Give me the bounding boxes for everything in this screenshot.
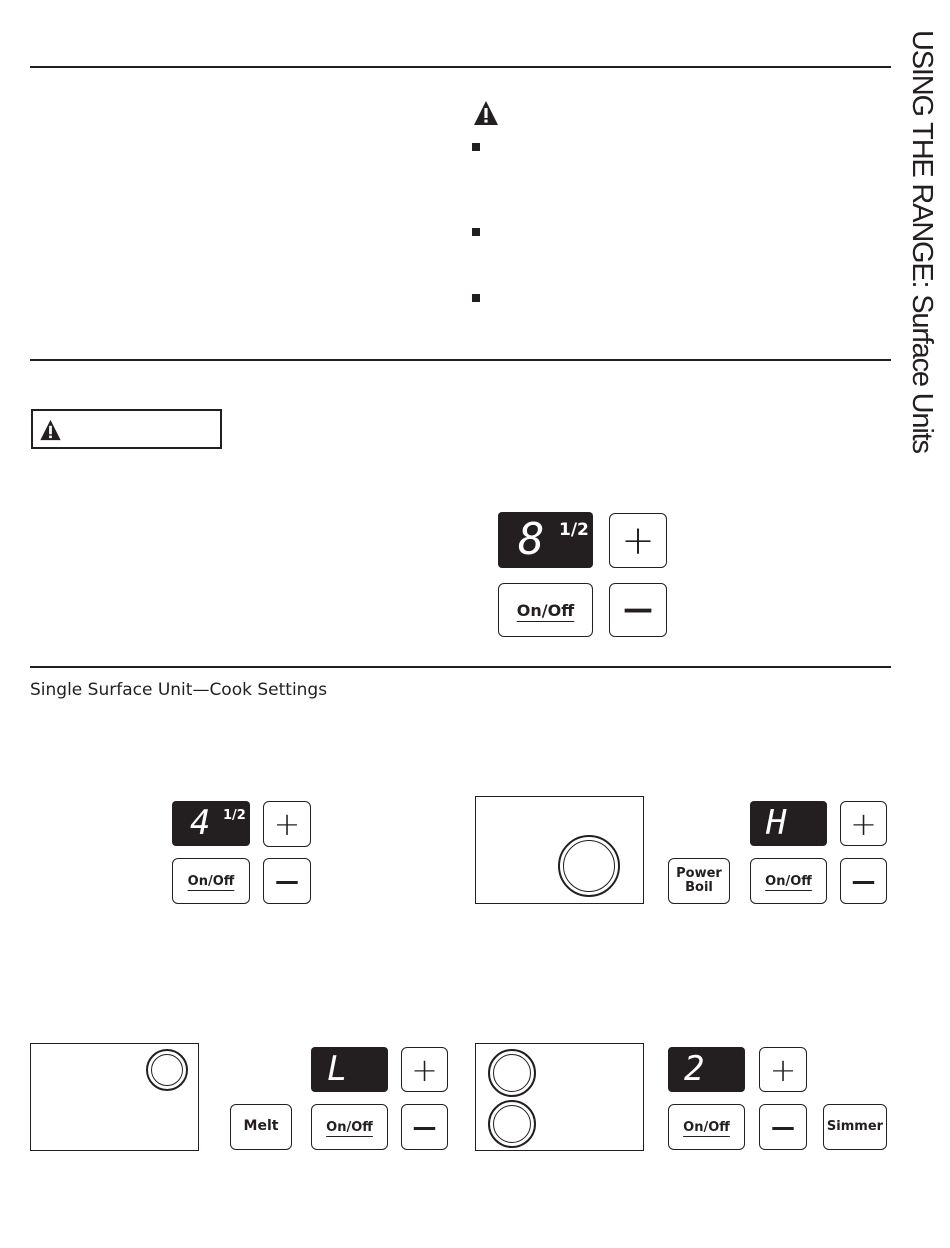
warning-label-box (31, 409, 222, 449)
control-d-display-digit: 2 (684, 1049, 705, 1089)
control-a-display (172, 801, 250, 846)
power-boil-button[interactable] (668, 858, 730, 904)
control-d-plus-button[interactable] (759, 1047, 807, 1092)
cooktop-diagram-d (475, 1043, 644, 1151)
main-display (498, 512, 593, 568)
side-title: USING THE RANGE: Surface Units (906, 30, 938, 453)
minus-icon: — (851, 867, 876, 895)
control-a-onoff-label: On/Off (187, 873, 235, 889)
lower-rule (30, 666, 891, 668)
control-c-plus-button[interactable] (401, 1047, 448, 1092)
simmer-label: Simmer (826, 1118, 884, 1134)
burner-circle-icon (146, 1049, 188, 1091)
control-c-minus-button[interactable] (401, 1104, 448, 1150)
square-bullet-icon (472, 294, 480, 302)
main-onoff-button[interactable] (498, 583, 593, 637)
melt-label: Melt (243, 1118, 279, 1135)
simmer-button[interactable] (823, 1104, 887, 1150)
control-b-onoff-button[interactable] (750, 858, 827, 904)
power-boil-label-line2: Boil (685, 880, 713, 895)
control-d-display (668, 1047, 745, 1092)
control-d-onoff-label: On/Off (683, 1119, 730, 1135)
cooktop-diagram-c (30, 1043, 199, 1151)
minus-icon: — (412, 1113, 437, 1141)
control-d-minus-button[interactable] (759, 1104, 807, 1150)
control-b-display-digit: H (766, 803, 787, 843)
control-c-display-digit: L (327, 1049, 348, 1089)
control-c-onoff-label: On/Off (326, 1119, 373, 1135)
burner-circle-icon (488, 1100, 536, 1148)
control-d-onoff-button[interactable] (668, 1104, 745, 1150)
plus-icon: + (769, 1050, 797, 1089)
plus-icon: + (621, 517, 655, 564)
control-b-plus-button[interactable] (840, 801, 887, 846)
melt-button[interactable] (230, 1104, 292, 1150)
square-bullet-icon (472, 228, 480, 236)
control-a-minus-button[interactable] (263, 858, 311, 904)
burner-circle-icon (488, 1049, 536, 1097)
warning-triangle-icon (39, 419, 62, 441)
control-b-onoff-label: On/Off (765, 873, 812, 889)
minus-icon: — (275, 867, 299, 895)
control-b-display (750, 801, 827, 846)
section-title: Single Surface Unit—Cook Settings (30, 680, 328, 700)
main-display-fraction: 1/2 (559, 520, 589, 540)
warning-triangle-icon (473, 100, 499, 126)
control-b-minus-button[interactable] (840, 858, 887, 904)
control-a-onoff-button[interactable] (172, 858, 250, 904)
plus-icon: + (850, 804, 877, 843)
main-minus-button[interactable] (609, 583, 667, 637)
square-bullet-icon (472, 143, 480, 151)
control-a-display-digit: 4 (190, 803, 211, 843)
control-a-display-fraction: 1/2 (223, 808, 246, 823)
main-display-digit: 8 (518, 514, 545, 565)
main-plus-button[interactable] (609, 513, 667, 568)
control-a-plus-button[interactable] (263, 801, 311, 847)
burner-circle-icon (558, 835, 620, 897)
main-onoff-label: On/Off (516, 600, 575, 620)
plus-icon: + (411, 1050, 438, 1089)
control-c-display (311, 1047, 388, 1092)
minus-icon: — (623, 592, 653, 627)
minus-icon: — (771, 1113, 795, 1141)
top-rule (30, 66, 891, 68)
control-c-onoff-button[interactable] (311, 1104, 388, 1150)
middle-rule (30, 359, 891, 361)
plus-icon: + (273, 805, 301, 843)
power-boil-label-line1: Power (676, 865, 722, 881)
cooktop-diagram-b (475, 796, 644, 904)
